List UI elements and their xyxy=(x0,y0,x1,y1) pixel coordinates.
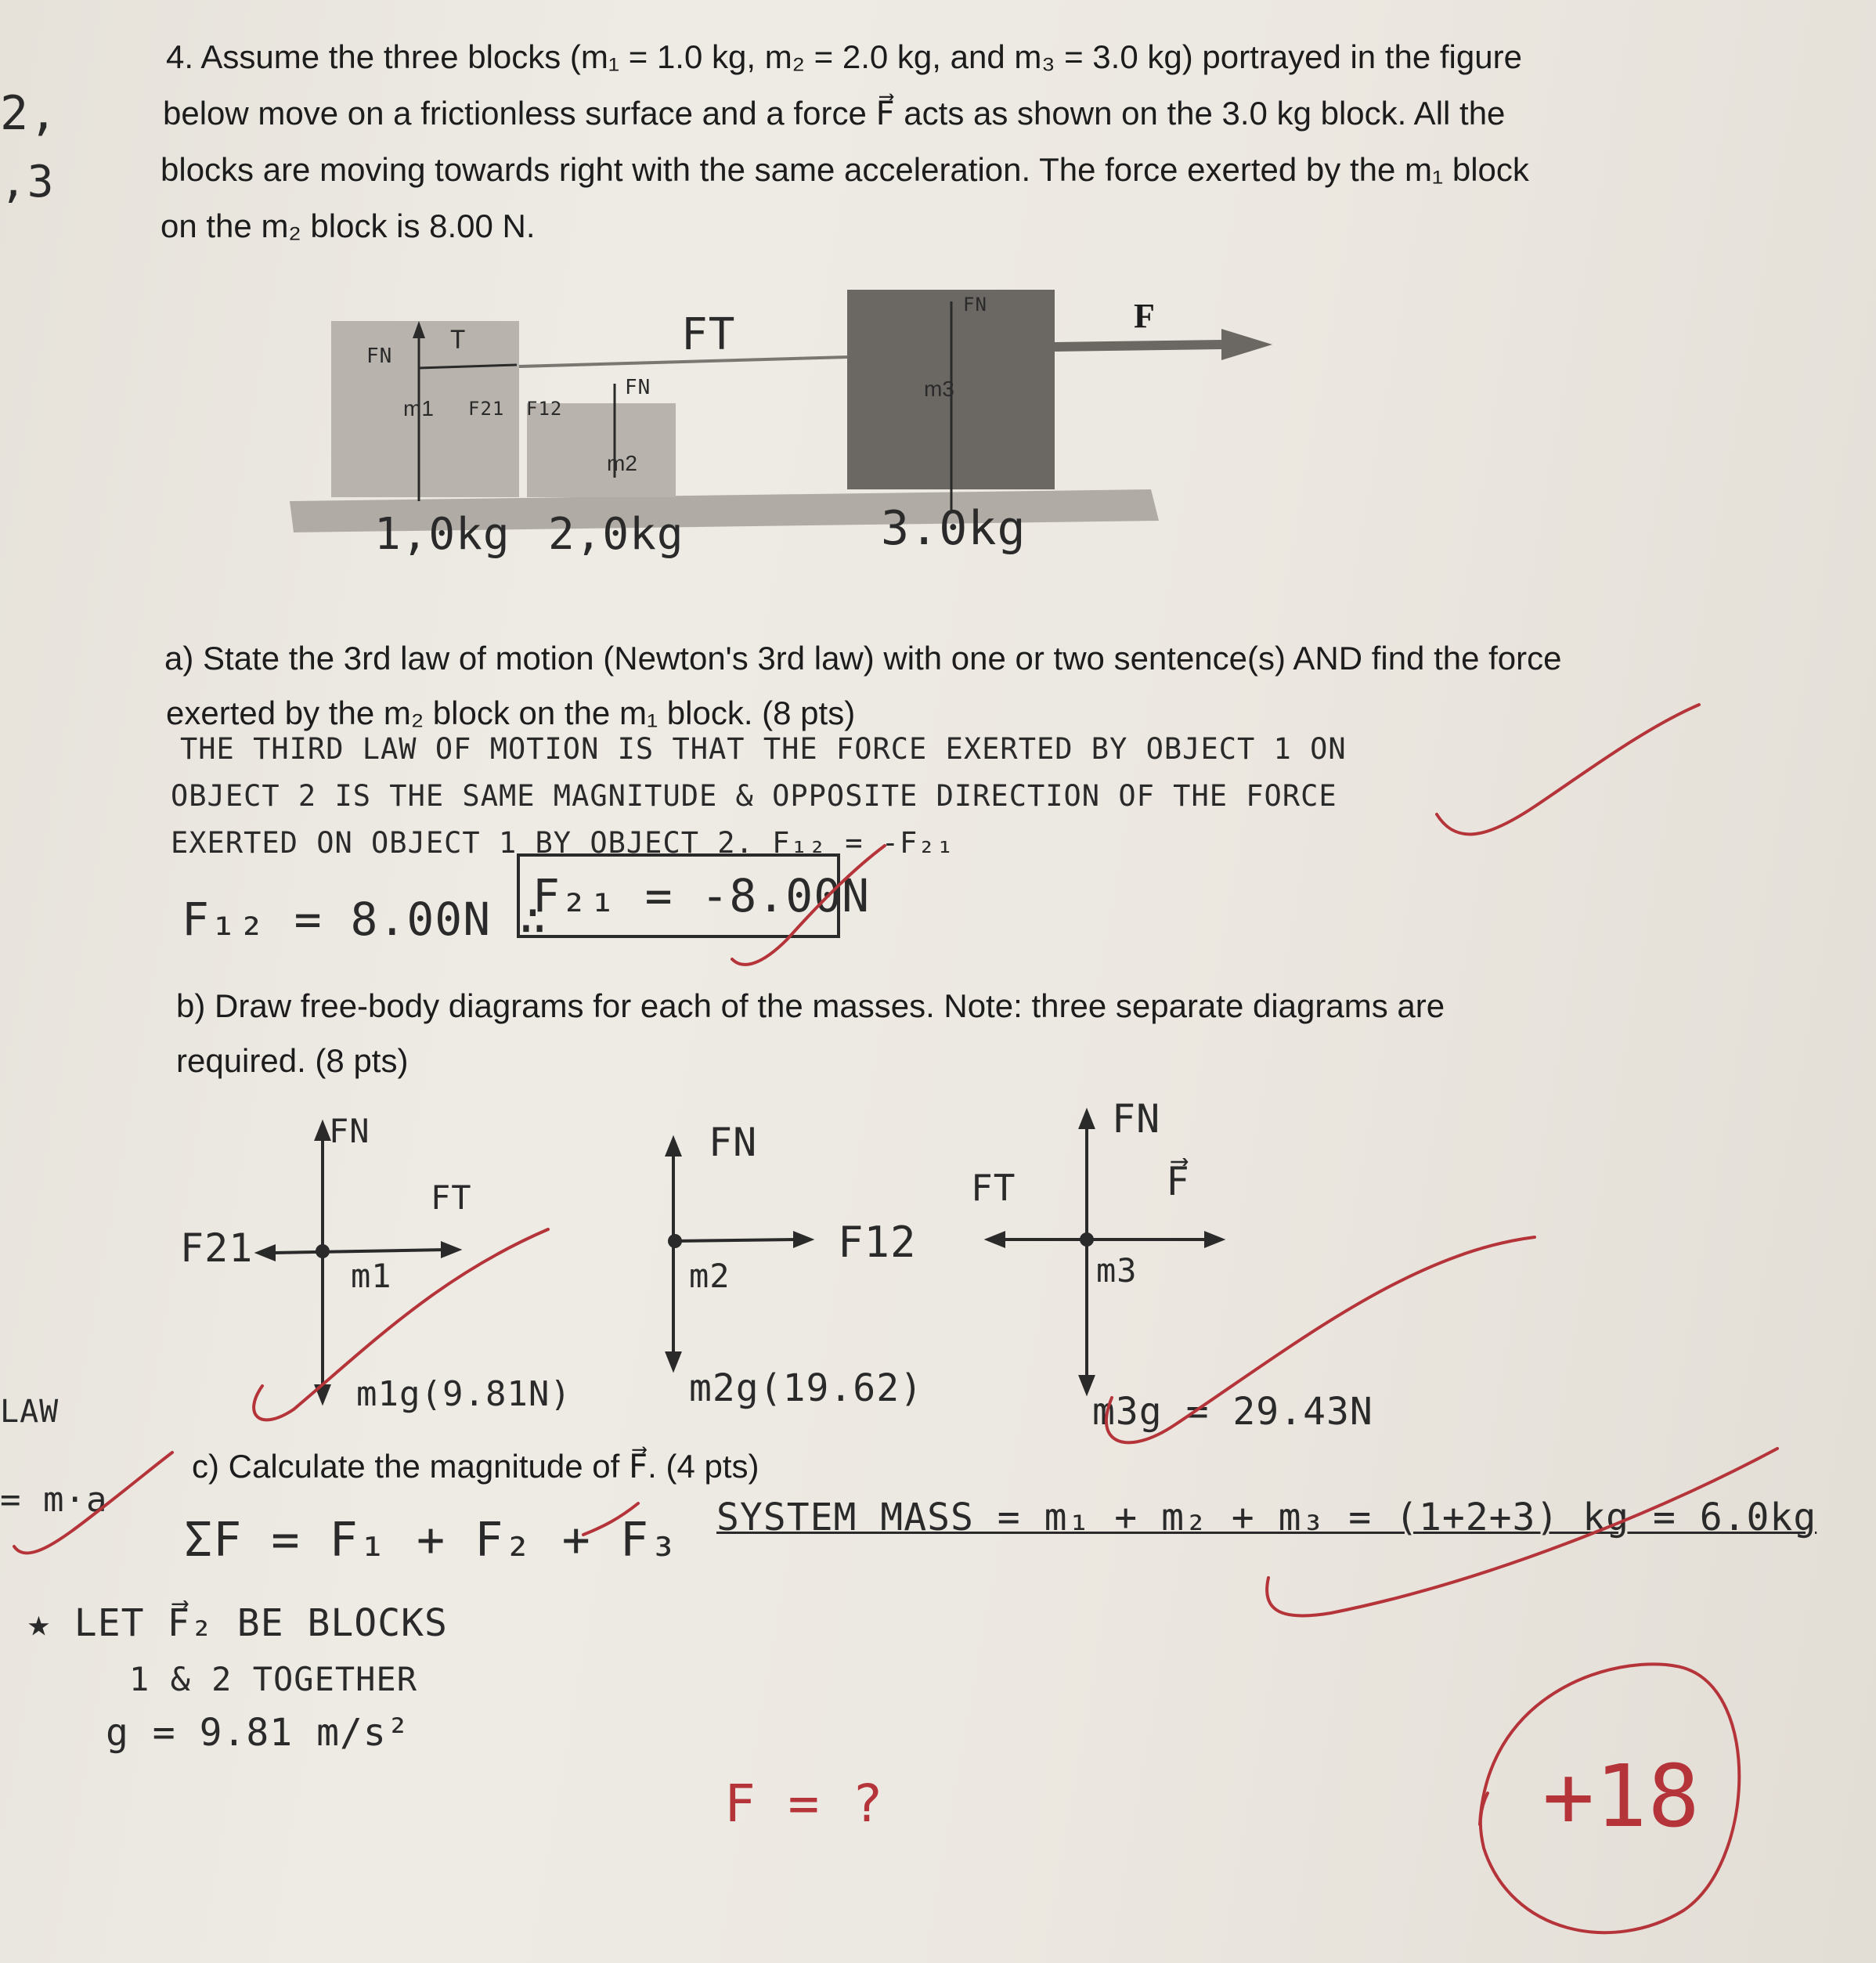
figure-mass-3: 3.0kg xyxy=(881,501,1026,556)
part-c-note-2: 1 & 2 TOGETHER xyxy=(129,1660,418,1698)
fbd3-label-f: F⃗ xyxy=(1167,1159,1190,1204)
part-a-line-1: a) State the 3rd law of motion (Newton's 3rd law) with one or two sentence(s) AND find the force xyxy=(164,640,1562,677)
margin-mark-1: 2, xyxy=(0,86,59,141)
part-a-answer-1: THE THIRD LAW OF MOTION IS THAT THE FORCE EXERTED BY OBJECT 1 ON xyxy=(180,732,1347,766)
fbd3-label-weight: m3g = 29.43N xyxy=(1092,1390,1373,1434)
part-a-answer-3: EXERTED ON OBJECT 1 BY OBJECT 2. F₁₂ = -F₂₁ xyxy=(171,826,954,860)
fbd2-label-weight: m2g(19.62) xyxy=(689,1366,923,1410)
fbd3-label-m: m3 xyxy=(1096,1251,1138,1290)
part-c-system-mass: SYSTEM MASS = m₁ + m₂ + m₃ = (1+2+3) kg = 6.0kg xyxy=(716,1496,1817,1539)
fbd2-label-m: m2 xyxy=(689,1257,731,1295)
check-mark-a2 xyxy=(732,846,885,965)
part-c-f-question: F = ? xyxy=(724,1774,884,1834)
part-b-line-1: b) Draw free-body diagrams for each of the masses. Note: three separate diagrams are xyxy=(176,987,1445,1024)
margin-mark-2: ,3 xyxy=(0,157,55,207)
figure-hand-fn3: FN xyxy=(963,294,987,316)
problem-line-1: 4. Assume the three blocks (m₁ = 1.0 kg, m₂ = 2.0 kg, and m₃ = 3.0 kg) portrayed in the figure xyxy=(166,38,1522,75)
fbd1-label-fn: FN xyxy=(329,1112,370,1150)
figure-hand-fn2: FN xyxy=(625,376,651,399)
part-a-line-2: exerted by the m₂ block on the m₁ block. (8 pts) xyxy=(166,695,856,731)
part-a-answer-4: F₁₂ = 8.00N ∴ xyxy=(182,893,547,946)
problem-line-3: blocks are moving towards right with the same acceleration. The force exerted by the m₁ block xyxy=(161,151,1529,188)
fbd3-label-fn: FN xyxy=(1112,1096,1161,1142)
figure-mass-1: 1,0kg xyxy=(374,509,510,560)
part-c-sum: ΣF = F₁ + F₂ + F₃ xyxy=(184,1513,679,1568)
part-c-note-1: ★ LET F⃗₂ BE BLOCKS xyxy=(27,1601,448,1645)
figure-force-label: F⃗ xyxy=(1134,297,1182,335)
figure-hand-fn1: FN xyxy=(366,345,393,368)
fbd2-label-f12: F12 xyxy=(838,1218,917,1267)
figure-hand-t: T xyxy=(450,325,467,355)
fbd1-label-weight: m1g(9.81N) xyxy=(356,1374,572,1414)
tick-sum xyxy=(583,1503,638,1535)
fbd3-label-ft: FT xyxy=(971,1167,1016,1209)
part-c-question: c) Calculate the magnitude of F⃗. (4 pts) xyxy=(192,1448,759,1485)
fbd1-label-f21: F21 xyxy=(180,1225,254,1271)
part-a-boxed-answer-text: F₂₁ = -8.00N xyxy=(532,869,871,922)
check-mark-a1 xyxy=(1437,705,1699,834)
fbd1-label-ft: FT xyxy=(431,1178,472,1217)
fbd1-label-m: m1 xyxy=(351,1257,392,1295)
score: +18 xyxy=(1542,1746,1701,1846)
figure-mass-2: 2,0kg xyxy=(548,509,684,560)
figure-label-m1: m1 xyxy=(403,396,434,420)
figure-label-m3: m3 xyxy=(924,377,954,401)
fbd2-label-fn: FN xyxy=(709,1120,758,1165)
check-mark-b2 xyxy=(1106,1237,1535,1442)
figure-hand-f12: F12 xyxy=(526,398,563,420)
check-mark-c xyxy=(1267,1449,1777,1616)
margin-law: LAW xyxy=(0,1394,60,1430)
check-mark-b1 xyxy=(254,1229,548,1420)
check-mark-law xyxy=(14,1452,172,1553)
part-a-answer-2: OBJECT 2 IS THE SAME MAGNITUDE & OPPOSITE DIRECTION OF THE FORCE xyxy=(171,779,1337,813)
problem-line-2: below move on a frictionless surface and a force F⃗ acts as shown on the 3.0 kg block. All the xyxy=(163,95,1506,132)
problem-line-4: on the m₂ block is 8.00 N. xyxy=(161,207,536,244)
figure-hand-ft: FT xyxy=(681,309,736,360)
figure-hand-f21: F21 xyxy=(468,398,505,420)
part-c-note-3: g = 9.81 m/s² xyxy=(106,1711,410,1755)
margin-ma: = m·a xyxy=(0,1480,108,1520)
figure-label-m2: m2 xyxy=(607,451,637,475)
part-b-line-2: required. (8 pts) xyxy=(176,1042,409,1079)
